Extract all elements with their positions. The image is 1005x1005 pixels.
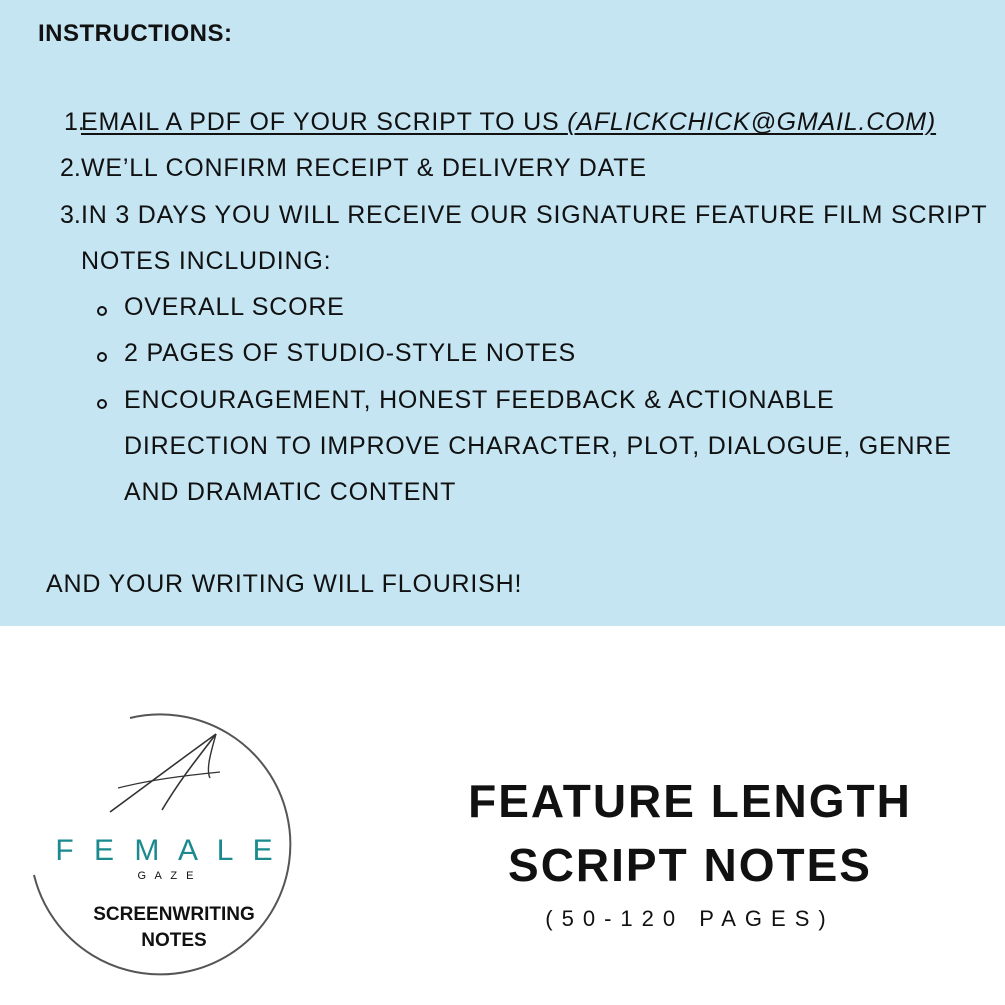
sub-item-feedback-line1: ENCOURAGEMENT, HONEST FEEDBACK & ACTIONABLE: [124, 386, 835, 414]
logo-female-word: F E M A L E: [55, 834, 279, 867]
sub-item-feedback-line3: AND DRAMATIC CONTENT: [124, 478, 457, 506]
step-1-number: 1.: [64, 108, 85, 136]
step-3-text-line2: NOTES INCLUDING:: [81, 247, 332, 275]
bullet-icon: [97, 306, 107, 316]
step-3-number: 3.: [60, 201, 81, 229]
product-title-line2: SCRIPT NOTES: [508, 839, 872, 891]
bullet-icon: [97, 352, 107, 362]
logo-line2: NOTES: [141, 930, 207, 951]
sub-item-pages: 2 PAGES OF STUDIO-STYLE NOTES: [124, 339, 576, 367]
step-2-number: 2.: [60, 154, 81, 182]
instructions-heading: INSTRUCTIONS:: [38, 20, 233, 47]
product-subtitle: (50-120 PAGES): [545, 906, 835, 931]
sub-item-score: OVERALL SCORE: [124, 293, 345, 321]
logo-line1: SCREENWRITING: [93, 904, 255, 925]
step-3-text-line1: IN 3 DAYS YOU WILL RECEIVE OUR SIGNATURE FEATURE FILM SCRIPT: [81, 201, 988, 229]
closing-line: AND YOUR WRITING WILL FLOURISH!: [46, 570, 523, 598]
bullet-icon: [97, 399, 107, 409]
email-link[interactable]: (AFLICKCHICK@GMAIL.COM): [567, 108, 937, 136]
logo-gaze-word: G A Z E: [137, 870, 197, 882]
step-1-text-main: EMAIL A PDF OF YOUR SCRIPT TO US: [81, 108, 568, 136]
step-2-text: WE’LL CONFIRM RECEIPT & DELIVERY DATE: [81, 154, 647, 182]
product-title-line1: FEATURE LENGTH: [468, 775, 912, 827]
step-1-text: [81, 108, 936, 137]
sub-item-feedback-line2: DIRECTION TO IMPROVE CHARACTER, PLOT, DIALOGUE, GENRE: [124, 432, 952, 460]
